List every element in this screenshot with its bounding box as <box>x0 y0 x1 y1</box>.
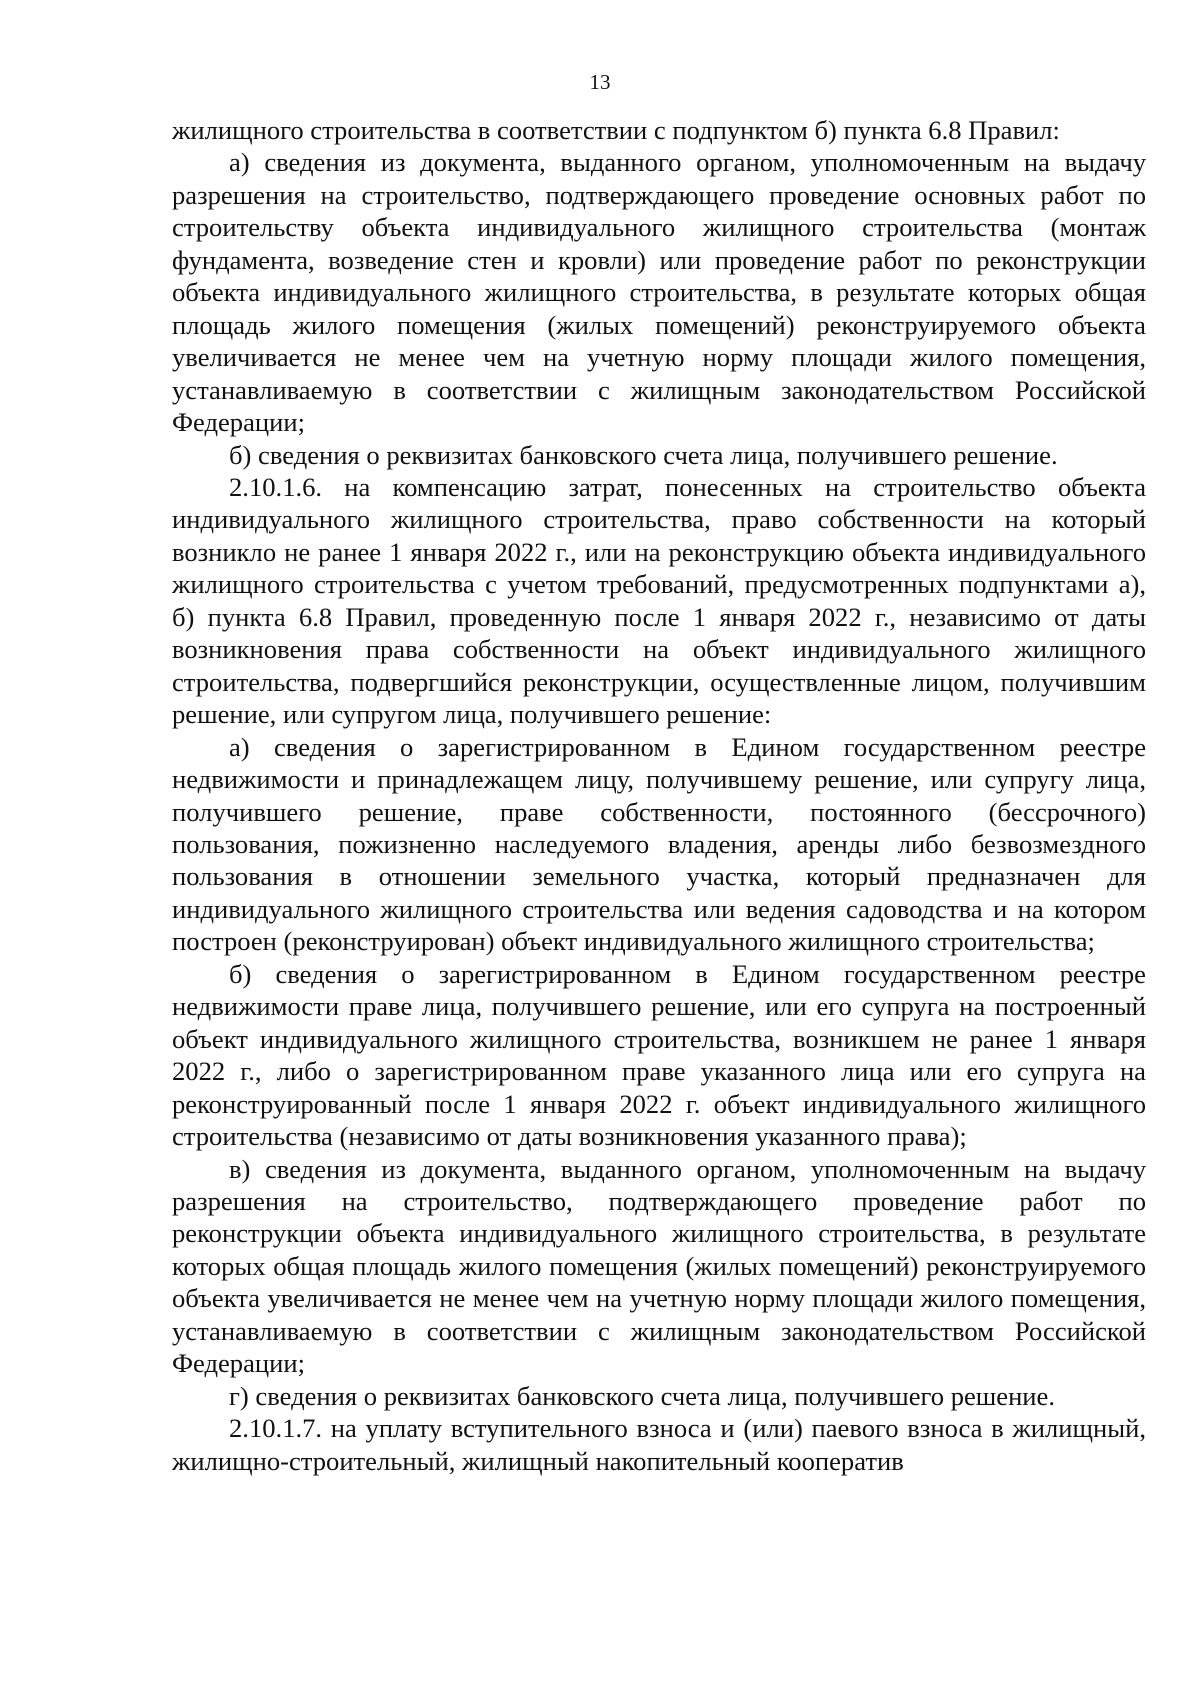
paragraph-item-a: а) сведения из документа, выданного органом, уполномоченным на выдачу разрешения на строительство, подтверждающего проведение основных работ по строительству объекта индивидуального жилищного строительства (монтаж фундамента, возведение стен и кровли) или проведение работ по реконструкции объекта индивидуального жилищного строительства, в результате которых общая площадь жилого помещения (жилых помещений) реконструируемого объекта увеличивается не менее чем на учетную норму площади жилого помещения, устанавливаемую в соответствии с жилищным законодательством Российской Федерации; <box>172 147 1146 438</box>
paragraph-continuation: жилищного строительства в соответствии с подпунктом б) пункта 6.8 Правил: <box>172 115 1060 145</box>
paragraph-item-v: в) сведения из документа, выданного органом, уполномоченным на выдачу разрешения на строительство, подтверждающего проведение работ по реконструкции объекта индивидуального жилищного строительства, в результате которых общая площадь жилого помещения (жилых помещений) реконструируемого объекта увеличивается не менее чем на учетную норму площади жилого помещения, устанавливаемую в соответствии с жилищным законодательством Российской Федерации; <box>172 1153 1146 1379</box>
paragraph-item-g: г) сведения о реквизитах банковского счета лица, получившего решение. <box>229 1380 1055 1411</box>
paragraph-2-10-1-7: 2.10.1.7. на уплату вступительного взноса и (или) паевого взноса в жилищный, жилищно-строительный, жилищный накопительный кооператив <box>172 1413 1146 1476</box>
page-number: 13 <box>589 70 611 94</box>
paragraph-item-b-2: б) сведения о зарегистрированном в Едином государственном реестре недвижимости праве лица, получившего решение, или его супруга на построенный объект индивидуального жилищного строительства, возникшем не ранее 1 января 2022 г., либо о зарегистрированном праве указанного лица или его супруга на реконструированный после 1 января 2022 г. объект индивидуального жилищного строительства (независимо от даты возникновения указанного права); <box>172 958 1146 1152</box>
paragraph-item-a-2: а) сведения о зарегистрированном в Едином государственном реестре недвижимости и принадлежащем лицу, получившему решение, или супругу лица, получившего решение, праве собственности, постоянного (бессрочного) пользования, пожизненно наследуемого владения, аренды либо безвозмездного пользования в отношении земельного участка, который предназначен для индивидуального жилищного строительства или ведения садоводства и на котором построен (реконструирован) объект индивидуального жилищного строительства; <box>172 731 1146 957</box>
paragraph-2-10-1-6: 2.10.1.6. на компенсацию затрат, понесенных на строительство объекта индивидуального жилищного строительства, право собственности на который возникло не ранее 1 января 2022 г., или на реконструкцию объекта индивидуального жилищного строительства с учетом требований, предусмотренных подпунктами а), б) пункта 6.8 Правил, проведенную после 1 января 2022 г., независимо от даты возникновения права собственности на объект индивидуального жилищного строительства, подвергшийся реконструкции, осуществленные лицом, получившим решение, или супругом лица, получившего решение: <box>172 471 1146 730</box>
document-body <box>172 114 1146 1477</box>
paragraph-item-b: б) сведения о реквизитах банковского счета лица, получившего решение. <box>229 439 1058 470</box>
